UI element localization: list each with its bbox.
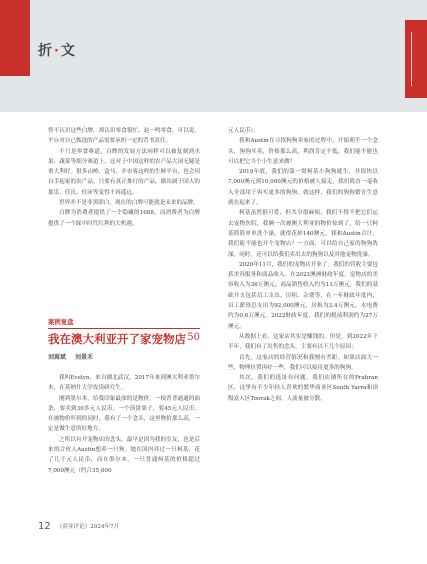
journal-name: 《商业评论》2024年7月 [56, 524, 120, 530]
article-headline [48, 331, 200, 347]
paragraph: 我和Austin在寻找狗狗卖家的过程中，开始萌生一个念头，狗狗买卖，价格那么高，利润肯定不低，我们能不能也可以把它当个小生意来做？ [228, 138, 378, 165]
header-band [0, 0, 427, 112]
page-footer [38, 521, 119, 532]
header-red-rule [0, 72, 30, 76]
paragraph: 2020年11月，我们的宠物店开业了。我们的营收主要包括美容服务和商品收入。在2022澳洲财政年度，宠物店的美容收入为36万澳元，商品销售收入约为13万澳元，我们的基础开支包括员工支出、房租、杂费等，在一年财政年度内，员工薪资总支出为92,000澳元，房租为3.4万澳元，水电费约为0.6万澳元。2022财政年度，我们的税前利润约为27万澳元。 [228, 261, 378, 330]
headline-text: 我在澳大利亚开了家宠物店 [48, 332, 186, 346]
paragraph: 我叫Evelyn，来自湖北武汉，2017年来到澳大利亚墨尔本，在莫纳什大学攻读研究生。 [48, 375, 200, 392]
author-2: 刘景禾 [75, 354, 94, 361]
left-column-top [48, 126, 200, 229]
section-title-separator: · [54, 43, 61, 59]
paragraph: 2019年底，我们的第一窝柯基小狗狗诞生，并很快以7,000澳元到10,000澳元的价格被人接走，我们简直一毫收入全部用于再买更多的狗狗，就这样，我们的狗狗繁育生意就在起来了。 [228, 169, 378, 207]
section-title-a: 折 [38, 43, 54, 59]
paragraph: 之所以有开宠物店的念头，最早是因为我的室友，也是后来的合伙人Austin想养一只狗。她在国内养过一只柯基，花了几千元人民币，而在墨尔本，一只普通柯基的价格超过7,000澳元（约合35,000 [48, 436, 200, 474]
headline-number: 50 [187, 332, 200, 343]
paragraph: 其次，我们的选址有问题。我们店铺所在的Prahran区，这里有不少年轻人喜欢的繁华商业区South Yarra和顶级富人区Toorak之间，人流量被分散。 [228, 375, 378, 402]
paragraph: 柯基虽然很可爱，但共享很麻烦，我们不得不把它们运去宠物医院，我俩一次被澳大利亚的物价惊到了，给一只柯基简简单单洗个澡，就得花掉140澳元，我和Austin合计，我们能不能也开个宠物店？一方面，可以给自己家的狗狗洗澡，同时，还可以给我们卖出去的狗狗以及其他宠物洗澡。 [228, 210, 378, 258]
paragraph: 不只是零食赛道，白牌的发展方法同样可以被复刻到水果、蔬菜等细分赛道上，这对于中国这样的农产品大国无疑是重大利好。很多山岭、盒马、开市客这样的生鲜平台，也会因自手起家的农产品，只要有真正推打的产品，做出属于国人的那乐、佳沃、佳沛等变得不再遥远。 [48, 148, 200, 196]
header-red-block [0, 0, 30, 72]
paragraph: 首先，这家店的经营情况和我刚有差距。如果店面大一些，物理位置再好一些，我们可以接待更多的狗狗。 [228, 354, 378, 371]
page-number: 12 [38, 521, 51, 532]
paragraph: 白牌为消费者提供了一个隐藏的1688，而消费者为白牌提供了一个踩中时代红利的大机遇。 [48, 210, 200, 227]
section-label: 案例复盘 [48, 318, 74, 326]
section-title [38, 40, 77, 60]
section-title-b: 文 [60, 43, 77, 59]
paragraph: 曾不认识这些白牌，却认识零食很忙、赵一鸣零食，可以说，平台对自己甄选的产品需要承担一定的背书责任。 [48, 128, 200, 145]
byline [48, 352, 102, 361]
left-column-bottom [48, 373, 200, 476]
author-1: 刘寓斌 [48, 354, 67, 361]
paragraph: 从数据上看，这家店其实是赚钱的，但是，到2022年下半年，我们有了出售的念头，主要有以下几个原因： [228, 333, 378, 351]
paragraph: 元人民币）。 [228, 128, 259, 134]
header-side-bar [405, 20, 427, 98]
right-column [228, 126, 378, 404]
paragraph: 刚到墨尔本，给我印象最深的是物价，一根普普通通的油条，要卖到30多元人民币，一个煎饼果子，要45元人民币。在被物价吓到的同时，我有了一个念头，这里物价那么高，一定是做生意的好地方。 [48, 395, 200, 433]
section-rule [48, 328, 200, 329]
paragraph: 世界并不是非黑即白，现在的白牌可能就是未来的品牌。 [59, 200, 199, 207]
